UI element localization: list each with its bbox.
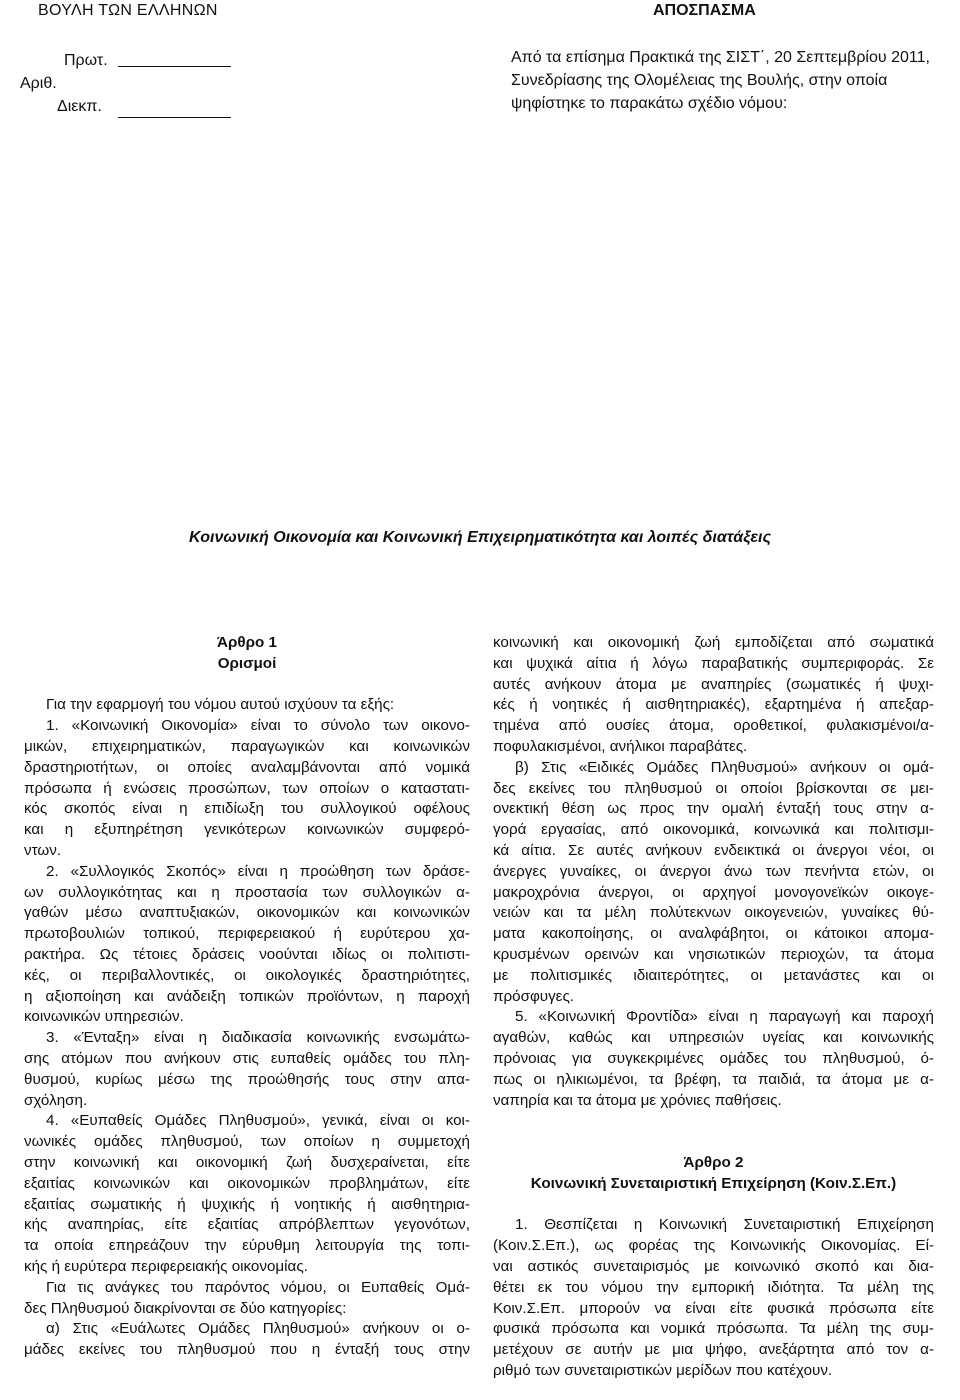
left-column-text [24, 695, 470, 1361]
diekp-label: Διεκπ. [57, 98, 102, 115]
text-line: α) Στις «Ευάλωτες Ομάδες Πληθυσμού» ανήκουν οι ο- [46, 1320, 470, 1338]
text-line: (Κοιν.Σ.Επ.), ως φορέας της Κοινωνικής Οικονομίας. Εί- [493, 1237, 934, 1255]
text-line: 3. «Ένταξη» είναι η διαδικασία κοινωνικής ενσωμάτω- [46, 1029, 470, 1047]
text-line: ριθμό των συνεταιριστικών μερίδων που κατέχουν. [493, 1361, 833, 1379]
text-line: 2. «Συλλογικός Σκοπός» είναι η προώθηση των δράσε- [46, 862, 470, 880]
text-line: κές ή νοητικές ή αισθητηριακές), εξαρτημένα ή απεξαρ- [493, 696, 934, 714]
article-1-subheading: Ορισμοί [217, 654, 277, 672]
text-line: ντων. [24, 841, 62, 859]
excerpt-title: ΑΠΟΣΠΑΣΜΑ [653, 2, 756, 19]
text-line: Για τις ανάγκες του παρόντος νόμου, οι Ευπαθείς Ομά- [46, 1278, 470, 1296]
right-column [493, 633, 934, 1382]
text-line: μάδες εκείνες του πληθυσμού που η ένταξή τους στην [24, 1341, 470, 1359]
text-line: εξαιτίας κοινωνικών και οικονομικών προβλημάτων, είτε [24, 1174, 470, 1192]
article-1-heading: Άρθρο 1 [217, 634, 277, 651]
text-line: πως οι ηλικιωμένοι, τα βρέφη, τα παιδιά, τα άτομα με α- [493, 1070, 934, 1088]
text-line: πρόσφυγες. [493, 987, 574, 1005]
text-line: δραστηριοτήτων, οι οποίες αναλαμβάνονται από νομικά [24, 758, 470, 776]
spacer [493, 1195, 934, 1216]
text-line: κής αναπηρίας, είτε εξαιτίας απρόβλεπτων γεγονότων, [24, 1216, 470, 1234]
text-line: πρόσωπα ή ενώσεις προσώπων, των οποίων ο καταστατι- [24, 779, 470, 797]
text-line: τημένα από ουσίες άτομα, οροθετικοί, φυλακισμένοι/α- [493, 717, 934, 735]
text-line: κές, οι περιβαλλοντικές, οι οικολογικές δραστηριότητες, [24, 966, 470, 984]
text-line: εξαιτίας σωματικής ή ψυχικής ή νοητικής ή αισθητηρια- [24, 1195, 470, 1213]
text-line: ναπηρία και τα άτομα με χρόνιες παθήσεις. [493, 1091, 782, 1109]
text-line: η αξιοποίηση και ανάδειξη τοπικών προϊόντων, η παροχή [24, 987, 470, 1005]
text-line: θυσμού, κυρίως μέσω της προώθησής τους στην απα- [24, 1070, 470, 1088]
text-line: με πολιτισμικές ιδιαιτερότητες, οι μετανάστες και οι [493, 966, 934, 984]
text-line: δες Πληθυσμού διακρίνονται σε δύο κατηγορίες: [24, 1299, 347, 1317]
article-2-subheading: Κοινωνική Συνεταιριστική Επιχείρηση (Κοιν.Σ.Επ.) [530, 1174, 897, 1192]
intro-text [511, 46, 951, 115]
parliament-name: ΒΟΥΛΗ ΤΩΝ ΕΛΛΗΝΩΝ [38, 2, 218, 19]
text-line: αγαθών, καθώς και υπηρεσιών υγείας και κοινωνικής [493, 1029, 934, 1047]
text-line: σης ατόμων που ανήκουν στις ευπαθείς ομάδες του πλη- [24, 1049, 470, 1067]
prot-label: Πρωτ. [64, 52, 108, 69]
intro-line: ψηφίστηκε το παρακάτω σχέδιο νόμου: [511, 95, 788, 112]
text-line: φυσικά πρόσωπα και νομικά πρόσωπα. Τα μέλη της συμ- [493, 1320, 934, 1338]
text-line: κοινωνική και οικονομική ζωή εμποδίζεται από σωματικά [493, 634, 934, 651]
text-line: και η εξυπηρέτηση γενικότερων κοινωνικών συμφερό- [24, 821, 470, 839]
text-line: ρακτήρα. Ως τέτοιες δράσεις νοούνται ιδίως οι πολιτιστι- [24, 945, 470, 963]
text-line: ματα κακοποίησης, οι αναλφάβητοι, οι κάτοικοι απομα- [493, 925, 934, 943]
text-line: μετέχουν σε αυτήν με μια ψήφο, ανεξάρτητα από τον α- [493, 1341, 934, 1359]
text-line: κοινωνικών υπηρεσιών. [24, 1008, 184, 1026]
diekp-blank-line [118, 117, 231, 118]
text-line: τα οποία επηρεάζουν την εύρυθμη λειτουργία της τοπι- [24, 1237, 470, 1255]
intro-line: Από τα επίσημα Πρακτικά της ΣΙΣΤ΄, 20 Σεπτεμβρίου 2011, [511, 49, 930, 66]
text-line: μακροχρόνια άνεργοι, οι αρχηγοί μονογονεϊκών οικογε- [493, 883, 934, 901]
text-line: 5. «Κοινωνική Φροντίδα» είναι η παραγωγή και παροχή [515, 1008, 934, 1026]
text-line: νωνικές ομάδες πληθυσμού, των οποίων η συμμετοχή [24, 1133, 470, 1151]
text-line: γαθών μέσω αναπτυξιακών, οικονομικών και κοινωνικών [24, 904, 470, 922]
arith-label: Αριθ. [20, 75, 57, 92]
document-title: Κοινωνική Οικονομία και Κοινωνική Επιχειρηματικότητα και λοιπές διατάξεις [188, 529, 772, 546]
intro-line: Συνεδρίασης της Ολομέλειας της Βουλής, στην οποία [511, 72, 888, 89]
right-column-text-b [493, 1215, 934, 1381]
right-column-text-a [493, 633, 934, 1111]
text-line: 1. «Κοινωνική Οικονομία» είναι το σύνολο των οικονο- [46, 717, 470, 735]
text-line: β) Στις «Ειδικές Ομάδες Πληθυσμού» ανήκουν οι ομά- [515, 758, 934, 776]
text-line: μικών, επιχειρηματικών, παραγωγικών και κοινωνικών [24, 737, 470, 755]
text-line: 1. Θεσπίζεται η Κοινωνική Συνεταιριστική Επιχείρηση [515, 1216, 934, 1234]
spacer [493, 1111, 934, 1132]
text-line: νειών και τα μέλη πολύτεκνων οικογενειών, γυναίκες θύ- [493, 904, 934, 922]
text-line: ναι αστικός συνεταιρισμός με κοινωνικό σκοπό και δια- [493, 1257, 934, 1275]
text-line: ποφυλακισμένοι, ανήλικοι παραβάτες. [493, 737, 748, 755]
text-line: αυτές ανήκουν άτομα με αναπηρίες (σωματικές ή ψυχι- [493, 675, 934, 693]
text-line: κός σκοπός είναι η επιδίωξη του συλλογικού οφέλους [24, 800, 470, 818]
spacer [24, 675, 470, 696]
text-line: κής ή ευρύτερα περιφερειακής οικονομίας. [24, 1257, 308, 1275]
text-line: πρόνοιας για συγκεκριμένες ομάδες του πληθυσμού, ό- [493, 1049, 934, 1067]
text-line: θέτει εκ του νόμου την εμπορική ιδιότητα. Τα μέλη της [493, 1278, 934, 1296]
text-line: ονεκτική θέση ως προς την ομαλή ένταξή τους στην α- [493, 800, 934, 818]
text-line: πρωτοβουλιών τοπικού, περιφερειακού ή ευρύτερου χα- [24, 925, 470, 943]
article-2-heading: Άρθρο 2 [683, 1153, 744, 1171]
text-line: και ψυχικά αίτια ή λόγω παραβατικής συμπεριφοράς. Σε [493, 654, 934, 672]
spacer [493, 1132, 934, 1153]
text-line: κρυσμένων ορεινών και νησιωτικών περιοχών, τα άτομα [493, 945, 934, 963]
text-line: ων συλλογικότητας και η προστασία των συλλογικών α- [24, 883, 470, 901]
text-line: Κοιν.Σ.Επ. μπορούν να είναι είτε φυσικά πρόσωπα είτε [493, 1299, 934, 1317]
text-line: δες εκείνες του πληθυσμού οι οποίοι βρίσκονται σε μει- [493, 779, 934, 797]
text-line: άνεργες γυναίκες, οι άνεργοι άνω των πενήντα ετών, οι [493, 862, 934, 880]
prot-blank-line [118, 66, 231, 67]
text-line: σχόληση. [24, 1091, 88, 1109]
text-line: κά αίτια. Σε αυτές ανήκουν ενδεικτικά οι άνεργοι νέοι, οι [493, 841, 934, 859]
left-column [24, 633, 470, 1361]
text-line: 4. «Ευπαθείς Ομάδες Πληθυσμού», γενικά, είναι οι κοι- [46, 1112, 470, 1130]
text-line: Για την εφαρμογή του νόμου αυτού ισχύουν τα εξής: [46, 696, 395, 714]
text-line: στην κοινωνική και οικονομική ζωή δυσχεραίνεται, είτε [24, 1153, 470, 1171]
text-line: γορά εργασίας, από οικονομικά, κοινωνικά και πολιτισμι- [493, 821, 934, 839]
